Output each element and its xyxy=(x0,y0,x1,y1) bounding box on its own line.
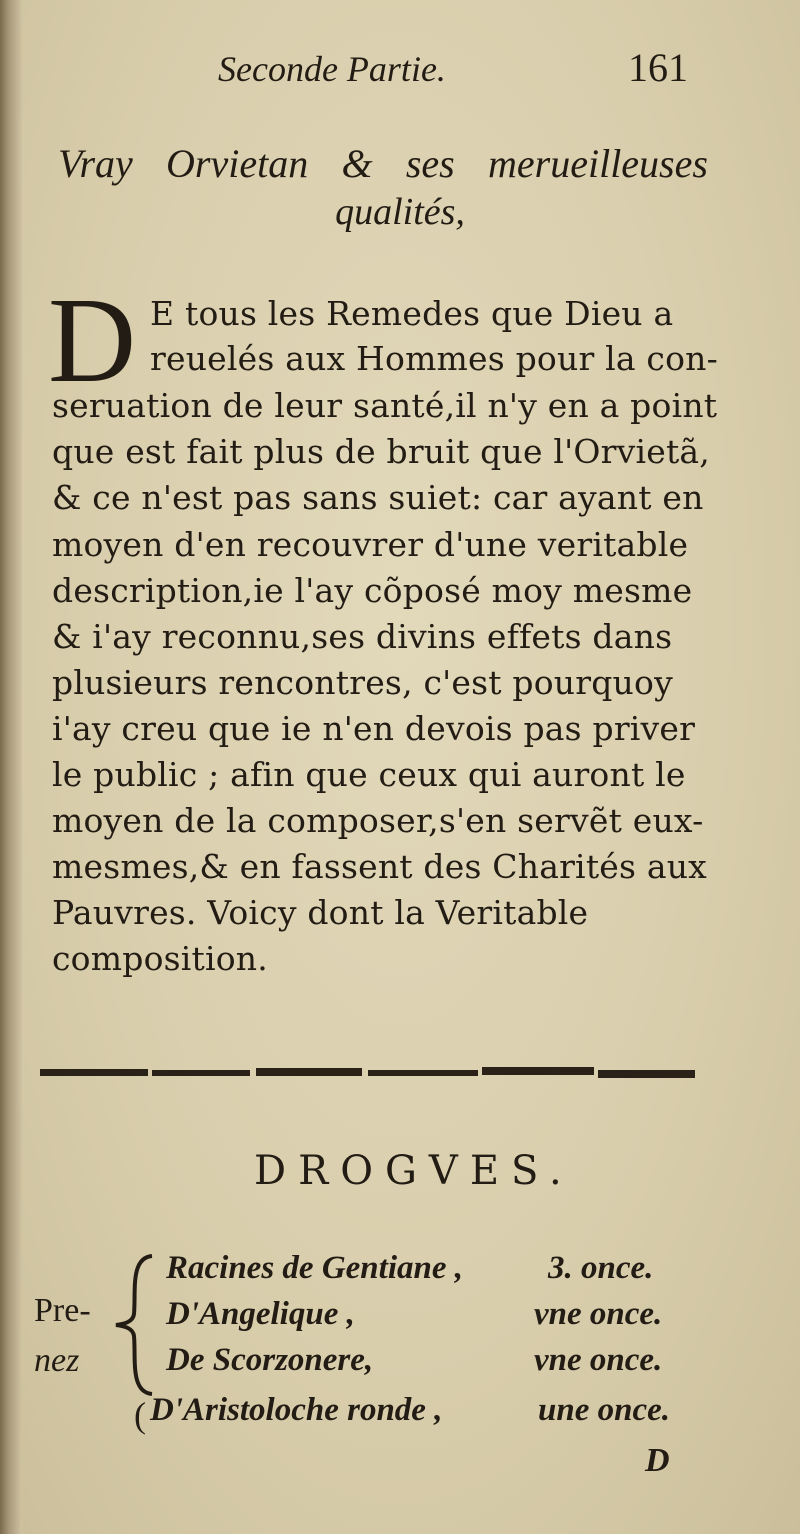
drug-name: D'Aristoloche ronde , xyxy=(150,1392,443,1428)
drug-name: Racines de Gentiane , xyxy=(166,1250,463,1286)
body-line: & i'ay reconnu,ses divins effets dans xyxy=(52,617,673,656)
chapter-title-line-2: qualités, xyxy=(335,191,465,233)
ornamental-rule xyxy=(40,1066,695,1080)
body-line: Pauvres. Voicy dont la Veritable xyxy=(52,893,589,932)
body-line: description,ie l'ay cõposé moy mesme xyxy=(52,571,693,610)
drug-quantity: 3. once. xyxy=(548,1250,654,1286)
left-brace xyxy=(112,1252,162,1398)
catchword: D xyxy=(645,1442,670,1479)
left-parenthesis: ( xyxy=(134,1395,146,1435)
body-line: moyen d'en recouvrer d'une veritable xyxy=(52,525,689,564)
drug-quantity: vne once. xyxy=(534,1296,663,1332)
drop-cap: D xyxy=(48,273,137,408)
body-line: composition. xyxy=(52,939,268,978)
body-line: le public ; afin que ceux qui auront le xyxy=(52,755,686,794)
body-line: seruation de leur santé,il n'y en a point xyxy=(52,386,718,425)
body-line: plusieurs rencontres, c'est pourquoy xyxy=(52,663,673,702)
title-word: Vray xyxy=(58,141,133,186)
drug-name: D'Angelique , xyxy=(166,1296,355,1332)
drug-quantity: vne once. xyxy=(534,1342,663,1378)
side-label: Pre- xyxy=(34,1292,91,1329)
title-word: Orvietan xyxy=(166,141,309,186)
page-number: 161 xyxy=(628,45,688,90)
title-word: ses xyxy=(405,141,455,186)
running-title: Seconde Partie. xyxy=(218,49,446,89)
drug-quantity: une once. xyxy=(538,1392,670,1428)
side-label: nez xyxy=(34,1342,80,1379)
body-line: moyen de la composer,s'en servẽt eux- xyxy=(52,801,704,840)
chapter-title-line-1 xyxy=(58,140,708,187)
body-line: i'ay creu que ie n'en devois pas priver xyxy=(52,709,696,748)
title-word: & xyxy=(341,141,373,186)
body-line: & ce n'est pas sans suiet: car ayant en xyxy=(52,478,704,517)
body-line: que est fait plus de bruit que l'Orvietã, xyxy=(52,432,710,471)
body-line: E tous les Remedes que Dieu a xyxy=(150,294,674,333)
title-word: merueilleuses xyxy=(488,141,708,186)
drug-name: De Scorzonere, xyxy=(166,1342,374,1378)
body-line: reuelés aux Hommes pour la con- xyxy=(150,339,718,378)
section-heading: DROGVES. xyxy=(254,1148,574,1194)
body-line: mesmes,& en fassent des Charités aux xyxy=(52,847,707,886)
